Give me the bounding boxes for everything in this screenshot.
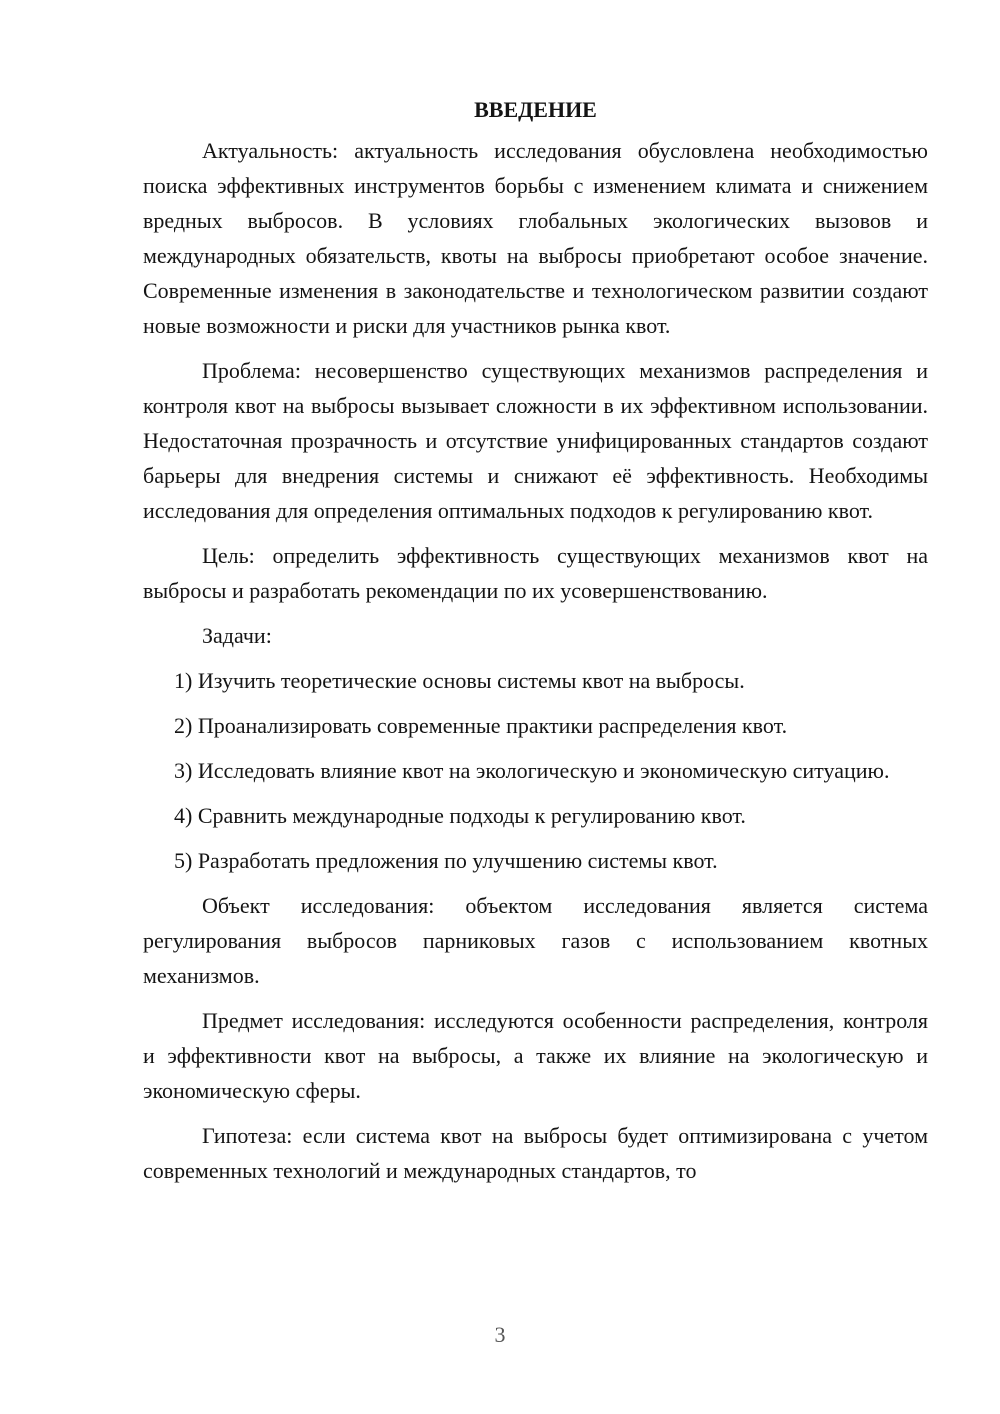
paragraph-object: Объект исследования: объектом исследования является система регулирования выбросов парниковых газов с использованием квотных механизмов. — [143, 893, 928, 988]
tasks-heading: Задачи: — [202, 623, 272, 648]
paragraph-problem: Проблема: несовершенство существующих механизмов распределения и контроля квот на выбросы вызывает сложности в их эффективном использовании. Недостаточная прозрачность и отсутствие унифицированных стандартов создают барьеры для внедрения системы и снижают её эффективность. Необходимы исследования для определения оптимальных подходов к регулированию квот. — [143, 358, 928, 523]
task-item-1: 1) Изучить теоретические основы системы квот на выбросы. — [174, 668, 745, 693]
paragraph-relevance: Актуальность: актуальность исследования обусловлена необходимостью поиска эффективных инструментов борьбы с изменением климата и снижением вредных выбросов. В условиях глобальных экологических вызовов и международных обязательств, квоты на выбросы приобретают особое значение. Современные изменения в законодательстве и технологическом развитии создают новые возможности и риски для участников рынка квот. — [143, 138, 928, 338]
paragraph-goal: Цель: определить эффективность существующих механизмов квот на выбросы и разработать рекомендации по их усовершенствованию. — [143, 543, 928, 603]
task-item-4: 4) Сравнить международные подходы к регулированию квот. — [174, 803, 746, 828]
paragraph-subject: Предмет исследования: исследуются особенности распределения, контроля и эффективности квот на выбросы, а также их влияние на экологическую и экономическую сферы. — [143, 1008, 928, 1103]
task-item-2: 2) Проанализировать современные практики распределения квот. — [174, 713, 788, 738]
page-content — [143, 92, 928, 1198]
task-item-5: 5) Разработать предложения по улучшению системы квот. — [174, 848, 718, 873]
page-number: 3 — [494, 1322, 506, 1347]
paragraph-hypothesis: Гипотеза: если система квот на выбросы будет оптимизирована с учетом современных технологий и международных стандартов, то — [143, 1123, 928, 1183]
task-item-3: 3) Исследовать влияние квот на экологическую и экономическую ситуацию. — [174, 758, 890, 783]
section-title: ВВЕДЕНИЕ — [474, 97, 597, 122]
